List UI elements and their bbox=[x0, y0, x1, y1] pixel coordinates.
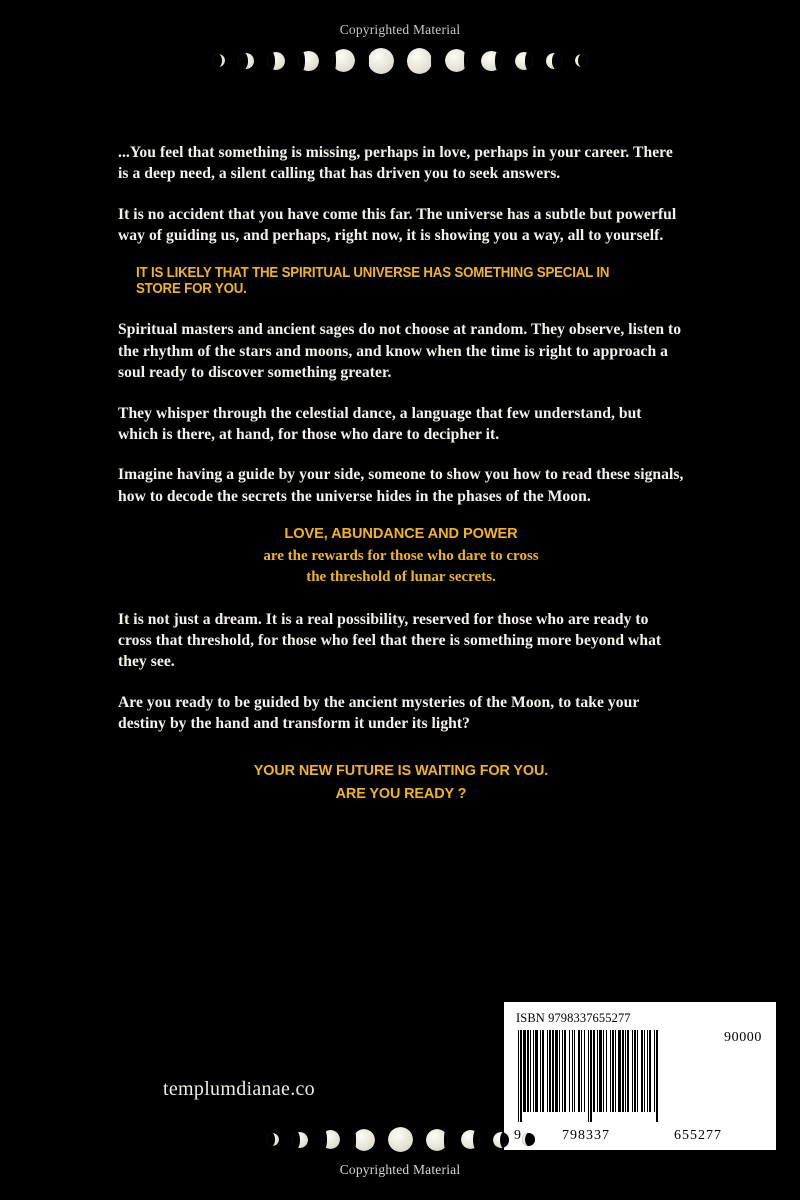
moon-phase-waxing-crescent bbox=[298, 51, 319, 72]
barcode-bar bbox=[658, 1030, 659, 1122]
moon-phase-waning-gibbous bbox=[445, 49, 468, 72]
rewards-line-1: are the rewards for those who dare to cross bbox=[263, 547, 539, 564]
paragraph-7: Are you ready to be guided by the ancient mysteries of the Moon, to take your destiny by the hand and transform it under its light? bbox=[118, 693, 640, 732]
price-code: 90000 bbox=[724, 1030, 762, 1045]
rewards-line-2: the threshold of lunar secrets. bbox=[306, 569, 496, 586]
cover-copy bbox=[118, 142, 684, 805]
moon-phase-waxing-gibbous bbox=[332, 49, 355, 72]
paragraph-3: Spiritual masters and ancient sages do not choose at random. They observe, listen to the rhythm of the stars and moons, and know when the time is right to approach a soul ready to discover something greater. bbox=[118, 321, 682, 382]
moon-phase-full-moon bbox=[407, 48, 433, 74]
moon-phase-waxing-gibbous bbox=[321, 1130, 340, 1149]
moon-phase-full-moon bbox=[388, 1127, 413, 1152]
moon-phase-waning-gibbous bbox=[426, 1129, 448, 1151]
closing-line-1: YOUR NEW FUTURE IS WAITING FOR YOU. bbox=[253, 763, 549, 780]
paragraph-1: ...You feel that something is missing, perhaps in love, perhaps in your career. There is a deep need, a silent calling that has driven you to seek answers. bbox=[118, 144, 673, 183]
moon-phase-waxing-gibbous bbox=[368, 48, 394, 74]
moon-phase-waxing-crescent bbox=[292, 1132, 308, 1148]
closing-block bbox=[118, 760, 684, 805]
closing-line-2: ARE YOU READY ? bbox=[335, 785, 467, 802]
paragraph-4: They whisper through the celestial dance, a language that few understand, but which is there, at hand, for those who dare to decipher it. bbox=[118, 404, 642, 443]
rewards-title: LOVE, ABUNDANCE AND POWER bbox=[284, 525, 518, 542]
rewards-block bbox=[118, 526, 684, 589]
moon-phase-waning-crescent bbox=[522, 1133, 535, 1146]
moon-phase-waning-crescent bbox=[515, 52, 533, 70]
barcode-bars bbox=[518, 1030, 762, 1122]
paragraph-6: It is not just a dream. It is a real possibility, reserved for those who are ready to cross that threshold, for those who feel that there is something more beyond what they see. bbox=[118, 610, 662, 671]
website-url: templumdianae.co bbox=[163, 1078, 315, 1100]
moon-phase-waning-crescent bbox=[575, 54, 588, 67]
copyright-watermark-bottom: Copyrighted Material bbox=[339, 1162, 461, 1177]
moon-phase-waning-crescent bbox=[461, 1130, 480, 1149]
moon-phase-waning-crescent bbox=[493, 1132, 509, 1148]
moon-phase-waxing-crescent bbox=[266, 1133, 279, 1146]
isbn-label: ISBN 9798337655277 bbox=[516, 1011, 631, 1025]
moon-phase-waxing-crescent bbox=[212, 54, 225, 67]
barcode-digit-group-3: 655277 bbox=[674, 1128, 722, 1143]
paragraph-5: Imagine having a guide by your side, someone to show you how to read these signals, how to decode the secrets the universe hides in the phases of the Moon. bbox=[118, 466, 684, 505]
moon-phase-row-top bbox=[0, 48, 800, 74]
moon-phase-waxing-crescent bbox=[238, 53, 254, 69]
copyright-watermark-top: Copyrighted Material bbox=[339, 22, 461, 37]
moon-phase-waxing-crescent bbox=[267, 52, 285, 70]
highlight-line: IT IS LIKELY THAT THE SPIRITUAL UNIVERSE HAS SOMETHING SPECIAL IN STORE FOR YOU. bbox=[136, 265, 610, 298]
moon-phase-waxing-gibbous bbox=[353, 1129, 375, 1151]
paragraph-2: It is no accident that you have come this far. The universe has a subtle but powerful way of guiding us, and perhaps, right now, it is showing you a way, all to yourself. bbox=[118, 205, 677, 245]
barcode-digit-group-1: 9 bbox=[514, 1128, 522, 1143]
barcode-digit-group-2: 798337 bbox=[562, 1128, 610, 1143]
moon-phase-row-bottom bbox=[0, 1127, 800, 1152]
moon-phase-waning-crescent bbox=[546, 53, 562, 69]
moon-phase-waning-crescent bbox=[481, 51, 502, 72]
